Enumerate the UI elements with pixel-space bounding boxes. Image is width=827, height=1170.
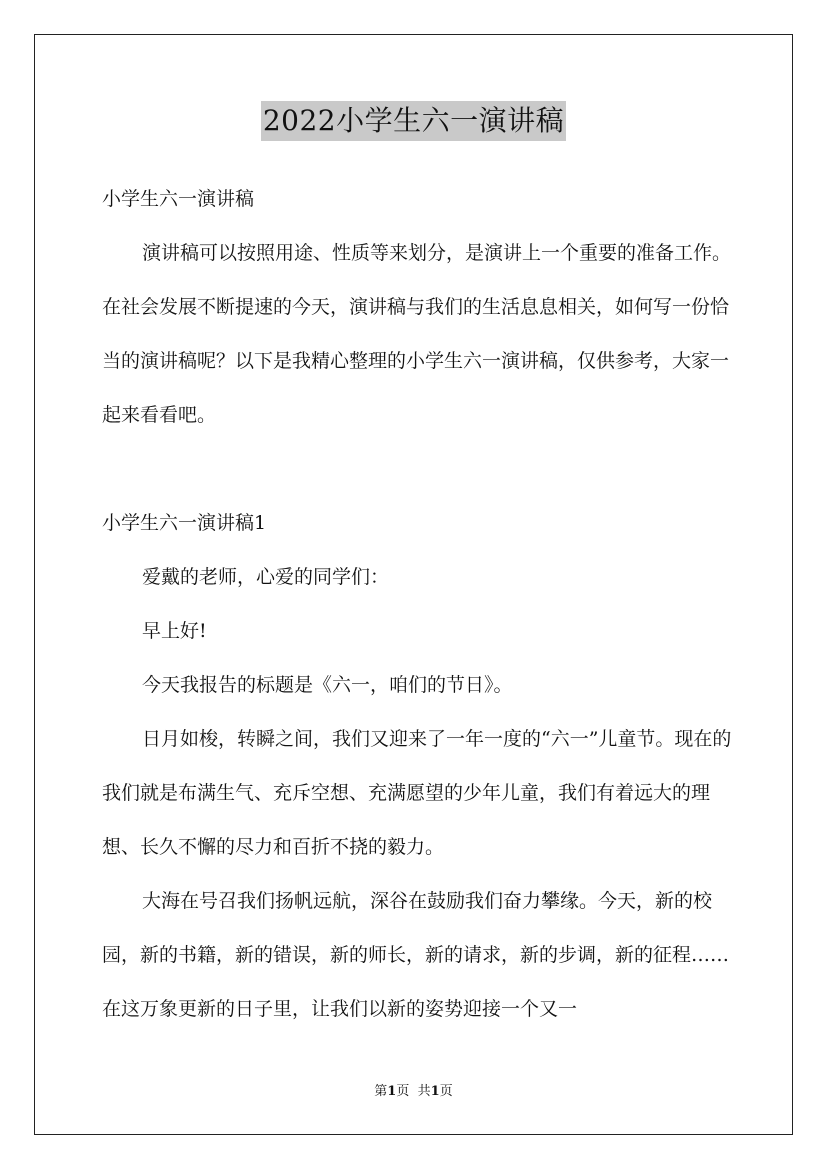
speech-salutation: 爱戴的老师，心爱的同学们： xyxy=(142,566,390,588)
footer-total-prefix: 共 xyxy=(417,1084,431,1099)
footer-total-pages: 1 xyxy=(430,1084,440,1099)
section-heading-2: 小学生六一演讲稿1 xyxy=(102,512,267,534)
footer-prefix: 第 xyxy=(374,1084,388,1099)
speech-paragraph: 大海在号召我们扬帆远航，深谷在鼓励我们奋力攀缘。今天，新的校园，新的书籍，新的错误，新的师长，新的请求，新的步调，新的征程……在这万象更新的日子里，让我们以新的姿势迎接一个又一 xyxy=(102,890,730,1020)
document-title: 2022小学生六一演讲稿 xyxy=(261,101,566,141)
footer-page-number: 1 xyxy=(387,1084,397,1099)
section-heading-1: 小学生六一演讲稿 xyxy=(102,188,255,210)
speech-paragraph: 日月如梭，转瞬之间，我们又迎来了一年一度的“六一”儿童节。现在的我们就是布满生气、充斥空想、充满愿望的少年儿童，我们有着远大的理想、长久不懈的尽力和百折不挠的毅力。 xyxy=(102,728,732,858)
blank-line xyxy=(102,442,732,496)
footer-page-suffix: 页 xyxy=(396,1084,410,1099)
document-body xyxy=(102,172,732,1036)
speech-topic: 今天我报告的标题是《六一，咱们的节日》。 xyxy=(142,674,513,696)
footer-total-suffix: 页 xyxy=(439,1084,453,1099)
title-container xyxy=(0,101,827,141)
intro-paragraph: 演讲稿可以按照用途、性质等来划分，是演讲上一个重要的准备工作。在社会发展不断提速的今天，演讲稿与我们的生活息息相关，如何写一份恰当的演讲稿呢？以下是我精心整理的小学生六一演讲稿，仅供参考，大家一起来看看吧。 xyxy=(102,242,732,426)
page-footer xyxy=(0,1082,827,1102)
speech-greeting: 早上好! xyxy=(142,620,207,642)
